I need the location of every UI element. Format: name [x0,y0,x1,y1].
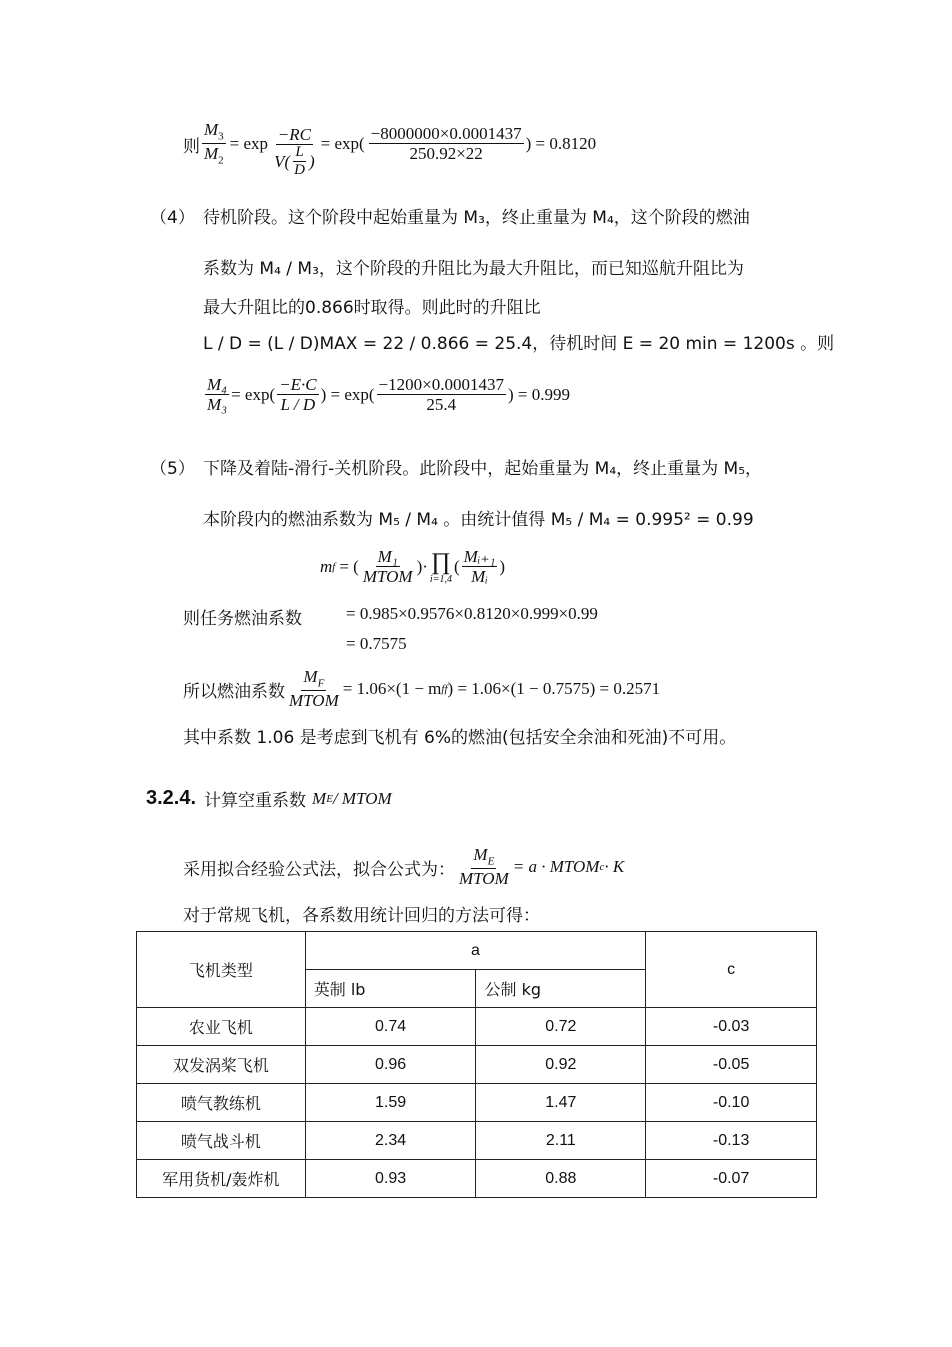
row-lb: 2.34 [305,1122,476,1160]
header-a: a [305,932,646,970]
m2-sub: 2 [218,154,224,167]
fit-prefix: 采用拟合经验公式法，拟合公式为： [183,859,455,880]
step5-line2: 本阶段内的燃油系数为 M₅ / M₄ 。由统计值得 M₅ / M₄ = 0.995² = 0.99 [203,510,754,530]
fraction-m1-over-mtom [361,548,415,586]
row-type: 农业飞机 [137,1008,306,1046]
row-type: 军用货机/轰炸机 [137,1160,306,1198]
result-0999: ) = 0.999 [507,385,570,405]
mtom-den-fit: MTOM [459,868,509,888]
step5-label: （5） [150,459,195,479]
mf-dot: )· [416,557,428,577]
row-type: 喷气教练机 [137,1084,306,1122]
row-c: -0.13 [646,1122,817,1160]
mf-eq: = ( [339,557,359,577]
mf-line3: = 0.7575 [346,634,407,653]
fraction-ec-over-ld [277,376,318,414]
fit-line2: 对于常规飞机，各系数用统计回归的方法可得： [183,906,540,926]
row-type: 双发涡桨飞机 [137,1046,306,1084]
fraction-rc-over-vld [272,126,317,179]
equation-fit [183,846,624,888]
mf-open: ( [453,557,460,577]
eq-exp-open-4b: ) = exp( [320,385,375,405]
section-number: 3.2.4. [146,787,197,809]
fuel-ff-sub: ff [441,683,448,696]
equation-m3-m2 [183,118,597,178]
numeric-numerator-4: −1200×0.0001437 [378,375,504,394]
fraction-numeric [369,125,524,163]
section-title: 计算空重系数 [204,791,307,811]
fuel-note: 其中系数 1.06 是考虑到飞机有 6%的燃油(包括安全余油和死油)不可用。 [183,728,737,748]
table-row [137,1084,817,1122]
fuel-rest: = 1.06×(1 − m [342,679,442,699]
row-kg: 1.47 [476,1084,646,1122]
row-kg: 0.72 [476,1008,646,1046]
d-symbol: D [294,161,305,178]
mtom-denominator: MTOM [362,566,413,586]
section-me-sub: E [326,792,333,805]
fraction-mf-over-mtom [287,668,341,710]
mi1-numerator: Mᵢ₊₁ [463,547,496,566]
row-c: -0.10 [646,1084,817,1122]
m4-symbol: M₄ [207,375,228,394]
v-symbol: V( [274,152,291,172]
fraction-m4-over-m3 [205,376,229,414]
mF-symbol: M [303,667,318,686]
fraction-l-over-d [292,145,307,179]
mf-sub: f [332,561,336,574]
table-row [137,1122,817,1160]
step4-line3: 最大升阻比的0.866时取得。则此时的升阻比 [203,298,541,318]
row-kg: 0.92 [476,1046,646,1084]
row-lb: 0.96 [305,1046,476,1084]
mF-sub: F [317,677,325,690]
numeric-denominator-4: 25.4 [426,394,457,414]
section-mtom: / MTOM [332,788,392,808]
step4-line4: L / D = (L / D)MAX = 22 / 0.866 = 25.4，待机时间 E = 20 min = 1200s 。则 [203,334,835,354]
step5-line1: 下降及着陆-滑行-关机阶段。此阶段中，起始重量为 M₄，终止重量为 M₅， [203,459,763,479]
step4-line2: 系数为 M₄ / M₃，这个阶段的升阻比为最大升阻比，而已知巡航升阻比为 [203,259,744,279]
eq-exp: = exp [229,134,269,154]
step4-line1: 待机阶段。这个阶段中起始重量为 M₃，终止重量为 M₄，这个阶段的燃油 [203,208,750,228]
result-08120: ) = 0.8120 [525,134,597,154]
eq-exp-open: = exp( [320,134,365,154]
table-row [137,1046,817,1084]
row-c: -0.03 [646,1008,817,1046]
l-symbol: L [295,143,304,160]
header-type: 飞机类型 [137,932,306,1008]
row-lb: 1.59 [305,1084,476,1122]
equation-m4-m3 [203,376,570,414]
table-row [137,1008,817,1046]
mtom-den-fuel: MTOM [289,690,339,710]
m3-sub: 3 [218,130,224,143]
header-c: c [646,932,817,1008]
m1-numerator: M₁ [377,547,398,566]
fit-k: · K [604,857,625,877]
row-lb: 0.74 [305,1008,476,1046]
header-a-kg: 公制 kg [476,970,646,1008]
step4-label: （4） [150,208,195,228]
m2-symbol: M [204,144,219,164]
product-symbol: ∏ [431,548,451,575]
product-symbol-group [430,550,452,585]
row-kg: 0.88 [476,1160,646,1198]
product-subscript: i=1,4 [429,573,452,585]
m3-symbol: M [204,120,219,140]
coefficient-table [136,931,817,1198]
m3-symbol-den: M₃ [207,394,228,414]
fit-rhs: = a · MTOM [512,857,600,877]
fraction-m3-over-m2 [202,121,226,167]
fuel-result: ) = 1.06×(1 − 0.7575) = 0.2571 [447,679,661,699]
table-row [137,1160,817,1198]
me-symbol: M [473,845,488,864]
section-me-symbol: M [312,788,327,808]
fit-c-sup: c [599,861,605,874]
equation-mf [320,548,505,586]
equation-fuel [183,668,660,710]
row-kg: 2.11 [476,1122,646,1160]
eq-exp-open-4: = exp( [231,385,276,405]
fraction-mi1-over-mi [462,548,498,586]
fuel-prefix: 所以燃油系数 [183,681,285,702]
mf-close: ) [499,557,506,577]
row-type: 喷气战斗机 [137,1122,306,1160]
row-c: -0.05 [646,1046,817,1084]
mf-line2: = 0.985×0.9576×0.8120×0.999×0.99 [346,604,598,623]
numeric-numerator: −8000000×0.0001437 [370,124,522,144]
ld-denominator: L / D [280,394,316,414]
header-a-lb: 英制 lb [305,970,476,1008]
ec-numerator: −E·C [279,375,317,394]
close-paren: ) [308,152,315,172]
rc-numerator: −RC [277,125,311,144]
text-ze: 则 [183,136,200,157]
row-lb: 0.93 [305,1160,476,1198]
mf-symbol: m [320,557,333,577]
mf-label: 则任务燃油系数 [183,609,302,629]
section-heading [146,786,392,811]
mi-denominator: Mᵢ [471,566,488,586]
numeric-denominator: 250.92×22 [409,144,483,164]
fraction-me-over-mtom [457,846,511,888]
me-sub: E [487,855,495,868]
fraction-numeric-4 [377,376,506,414]
row-c: -0.07 [646,1160,817,1198]
